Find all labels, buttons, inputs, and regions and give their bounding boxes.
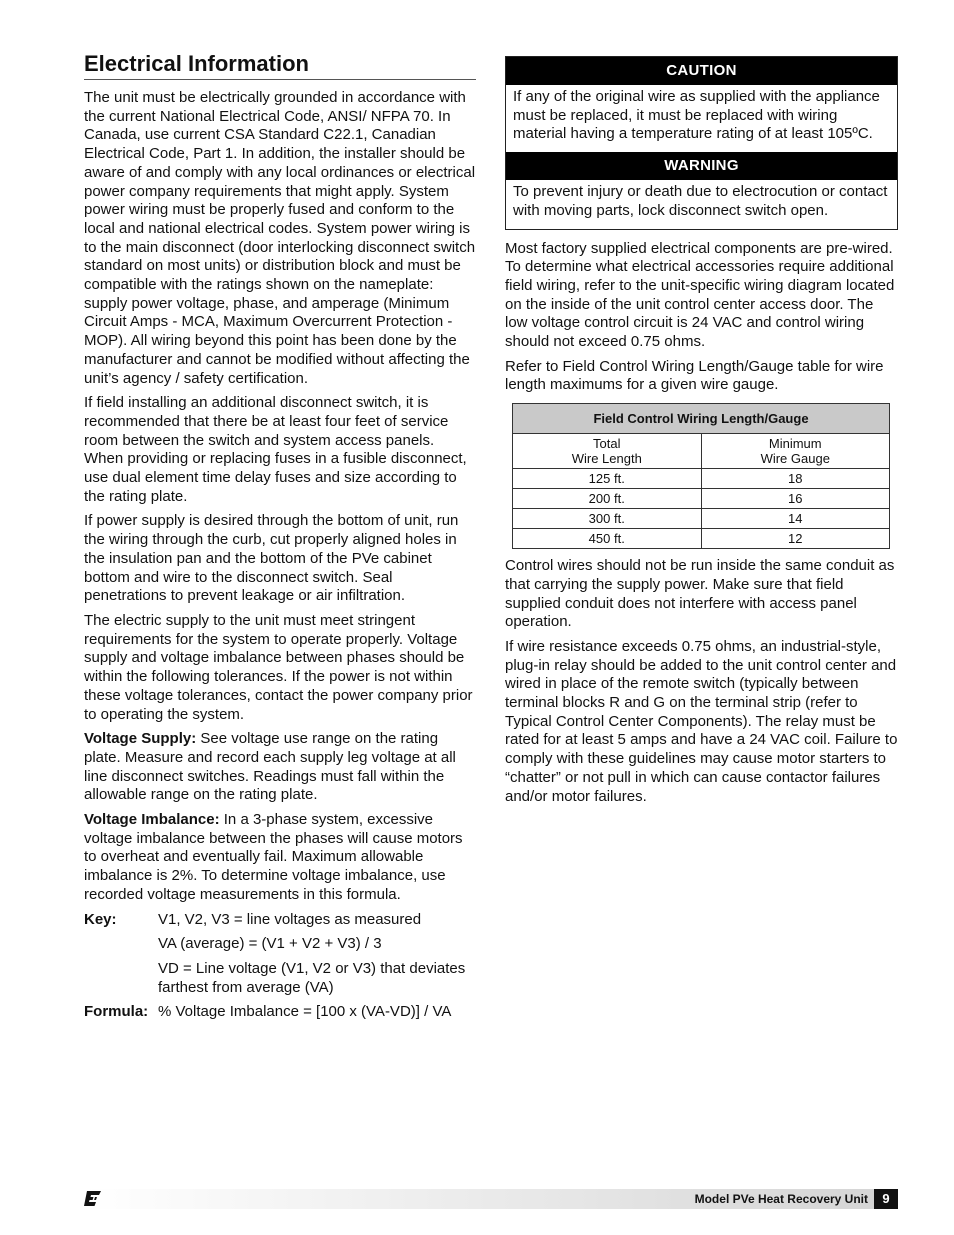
page-title: Electrical Information [84,50,476,80]
voltage-supply-text: See voltage use range on the rating plate. Measure and record each supply leg voltage at all line disconnect switches. Readings must fall within the allowable range on the rating plate. [84,730,456,804]
key-label: Key: [84,910,117,928]
paragraph-bottom-supply: If power supply is desired through the bottom of unit, run the wiring through the curb, cut properly aligned holes in the insulation pan and the bottom of the PVe cabinet bottom and wire to the disconnect switch. Seal penetrations to prevent leakage or air infiltration. [84,512,459,605]
left-body [84,89,476,1022]
key-line-3: VD = Line voltage (V1, V2 or V3) that deviates farthest from average (VA) [158,959,466,996]
wiring-gauge-table [512,403,890,549]
column-header-gauge: Minimum Wire Gauge [701,434,890,469]
voltage-supply-label: Voltage Supply: [84,730,197,748]
table-title: Field Control Wiring Length/Gauge [513,404,890,434]
caution-warning-box [505,56,898,230]
gauge-cell: 18 [701,469,890,489]
length-cell: 200 ft. [513,489,702,509]
paragraph-disconnect: If field installing an additional disconnect switch, it is recommended that there be at least four feet of service room between the switch and system access panels. When providing or replacing fuses in a fusible disconnect, use dual element time delay fuses and size according to the rating plate. [84,394,467,505]
table-row [513,509,890,529]
right-body [505,240,898,807]
page-footer [84,1189,898,1209]
page-number: 9 [874,1189,898,1209]
warning-heading: WARNING [506,152,897,180]
key-row-2 [84,935,476,954]
table-row [513,489,890,509]
caution-text: If any of the original wire as supplied with the appliance must be replaced, it must be replaced with wiring material having a temperature rating of at least 105ºC. [513,88,880,143]
table-row [513,529,890,549]
column-header-length: Total Wire Length [513,434,702,469]
formula-label: Formula: [84,1003,149,1021]
paragraph-voltage-imbalance [84,811,476,905]
paragraph-conduit: Control wires should not be run inside the same conduit as that carrying the supply power. Make sure that field supplied conduit does not interfere with access panel operation. [505,557,895,631]
voltage-imbalance-text: In a 3-phase system, excessive voltage imbalance between the phases will cause motors to overheat and eventually fail. Maximum allowable imbalance is 2%. To determine voltage imbalance, use recorded voltage measurements in this formula. [84,811,463,903]
paragraph-relay: If wire resistance exceeds 0.75 ohms, an industrial-style, plug-in relay should be added to the unit control center and wired in place of the remote switch (typically between terminal blocks R and G on the terminal strip (refer to Typical Control Center Components). The relay must be rated for at least 5 amps and have a 24 VAC coil. Failure to comply with these guidelines may cause motor starters to “chatter” or not pull in which can cause contactor failures and/or motor failures. [505,637,898,805]
key-row-3 [84,960,476,997]
paragraph-factory-wiring: Most factory supplied electrical components are pre-wired. To determine what electrical accessories require additional field wiring, refer to the unit-specific wiring diagram located on the inside of the unit control center access door. The low voltage control circuit is 24 VAC and control wiring should not exceed 0.75 ohms. [505,239,895,351]
greenheck-logo-icon [84,1190,102,1207]
paragraph-grounding: The unit must be electrically grounded in accordance with the current National Electrical Code, ANSI/ NFPA 70. In Canada, use current CSA Standard C22.1, Canadian Electrical Code, Part 1. In addition, the installer should be aware of and comply with any local ordinances or electrical power company requirements that might apply. System power wiring must be properly fused and conform to the local and national electrical codes. System power wiring is to the main disconnect (door interlocking disconnect switch standard on most units) or distribution block and must be compatible with the ratings shown on the nameplate: supply power voltage, phase, and amperage (Minimum Circuit Amps - MCA, Maximum Overcurrent Protection - MOP). All wiring beyond this point has been done by the manufacturer and cannot be modified without affecting the unit’s agency / safety certification. [84,89,476,387]
warning-text: To prevent injury or death due to electrocution or contact with moving parts, lock disconnect switch open. [513,183,888,219]
gauge-cell: 14 [701,509,890,529]
left-column [84,50,476,1028]
paragraph-table-reference: Refer to Field Control Wiring Length/Gauge table for wire length maximums for a given wire gauge. [505,357,884,394]
voltage-imbalance-label: Voltage Imbalance: [84,811,220,829]
length-cell: 300 ft. [513,509,702,529]
table-row [513,469,890,489]
formula-row [84,1003,476,1022]
length-cell: 125 ft. [513,469,702,489]
right-column [505,56,898,812]
formula-text: % Voltage Imbalance = [100 x (VA-VD)] / VA [158,1003,452,1021]
model-name: Model PVe Heat Recovery Unit [694,1192,868,1206]
length-cell: 450 ft. [513,529,702,549]
key-line-2: VA (average) = (V1 + V2 + V3) / 3 [158,935,382,953]
key-line-1: V1, V2, V3 = line voltages as measured [158,910,422,928]
key-row-1 [84,911,476,930]
table-header-row [513,434,890,469]
caution-heading: CAUTION [506,57,897,85]
paragraph-supply-requirements: The electric supply to the unit must meet stringent requirements for the system to operate properly. Voltage supply and voltage imbalance between phases should be within the following tolerances. If the power is not within these voltage tolerances, contact the power company prior to operating the system. [84,611,473,723]
gauge-cell: 16 [701,489,890,509]
gauge-cell: 12 [701,529,890,549]
paragraph-voltage-supply [84,730,476,805]
